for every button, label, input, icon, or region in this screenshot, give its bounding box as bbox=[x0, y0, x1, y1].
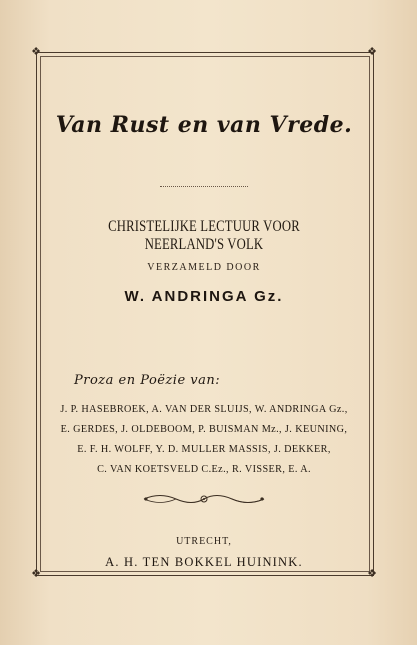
book-subtitle: CHRISTELIJKE LECTUUR VOOR NEERLAND'S VOLK bbox=[108, 218, 300, 253]
scroll-flourish-icon bbox=[140, 490, 268, 508]
corner-ornament-icon: ❖ bbox=[31, 567, 41, 580]
publication-city: UTRECHT, bbox=[176, 536, 232, 547]
dotted-rule bbox=[160, 186, 248, 187]
publisher-name: A. H. TEN BOKKEL HUININK. bbox=[105, 555, 303, 569]
contributors-heading: Proza en Poëzie van: bbox=[74, 373, 221, 388]
contributors-line: J. P. HASEBROEK, A. VAN DER SLUIJS, W. ANDRINGA Gz., bbox=[60, 404, 348, 415]
contributors-line: C. VAN KOETSVELD C.Ez., R. VISSER, E. A. bbox=[97, 464, 311, 475]
book-title: Van Rust en van Vrede. bbox=[55, 112, 353, 138]
editor-name: W. ANDRINGA Gz. bbox=[124, 288, 284, 305]
corner-ornament-icon: ❖ bbox=[367, 567, 377, 580]
collected-by-label: VERZAMELD DOOR bbox=[147, 262, 261, 273]
contributors-list bbox=[40, 400, 368, 480]
corner-ornament-icon: ❖ bbox=[31, 45, 41, 58]
corner-ornament-icon: ❖ bbox=[367, 45, 377, 58]
contributors-line: E. GERDES, J. OLDEBOOM, P. BUISMAN Mz., J. KEUNING, bbox=[60, 424, 348, 435]
contributors-line: E. F. H. WOLFF, Y. D. MULLER MASSIS, J. DEKKER, bbox=[77, 444, 331, 455]
